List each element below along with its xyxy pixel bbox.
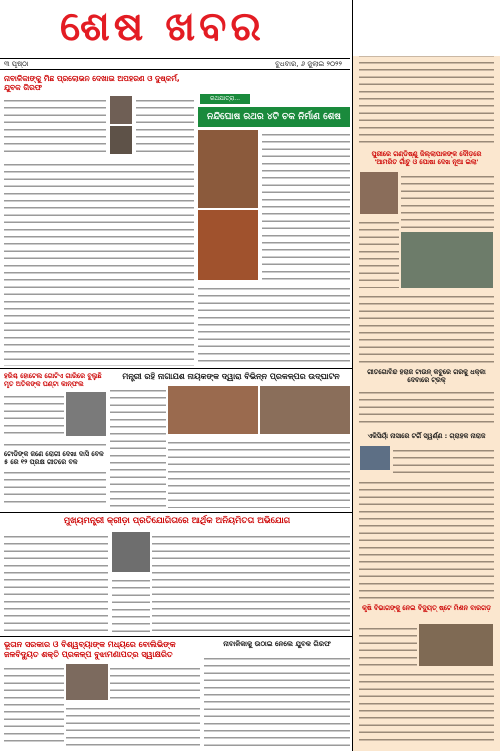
- right-photo-1: [360, 172, 398, 214]
- right-headline-2: ପୁରୀରେ ଗଣ୍ଡିଷ୍ଣୁ ଜିଲ୍ଲାପାଳଙ୍କ ଦୌଡ଼ରେ 'ଆମରିତ ଗାଁଚୁ ଓ ପୋଷା ଦେଖ ନୂଆ ଇଲା': [371, 150, 482, 166]
- article-3-photo-1: [168, 386, 258, 434]
- article-6-photo: [112, 532, 150, 572]
- right-photo-3: [360, 446, 390, 470]
- article-6-text-c: [112, 576, 150, 632]
- article-5-text: [4, 468, 106, 508]
- article-1-text-b: [136, 96, 194, 156]
- right-article-2-text-b: [359, 218, 399, 288]
- article-2-photo-2: [198, 210, 258, 280]
- article-8-text: [204, 654, 350, 746]
- page-number: ୩ ପୃଷ୍ଠା: [4, 60, 29, 68]
- article-1-text-c: [4, 160, 194, 366]
- article-3-text-a: [110, 386, 166, 508]
- masthead: [0, 0, 500, 56]
- article-2-photo-1: [198, 130, 258, 208]
- article-4-headline: ହରିଶ୍ଚ ହୋଟେଲ ଗୋଟିଏ ଗାରିରେ ବୁଲୁଛି ମୃତ ଅତିକଙ୍କ ଘଣ୍ଟା କାନ୍‌ଫଲ: [4, 372, 102, 388]
- divider-3: [0, 636, 352, 637]
- article-8-headline: ନାବାଳିକାକୁ ଉଠାଇ ନେଲେ ଯୁବକ ଗିରଫ: [223, 640, 331, 648]
- right-article-4-text-a: [393, 446, 494, 474]
- right-headline-4: ଏକିସିୟାଁ ନାସାରେ ଟର୍ଗି ସ୍ୱର୍ଣ୍ଣ : ଗ୍ରାହକ ନାରାଜ: [367, 432, 486, 440]
- right-article-3-text: [359, 388, 494, 428]
- article-2-text-b: [198, 284, 350, 366]
- article-7-text-a: [4, 664, 64, 746]
- article-4-text-a: [4, 392, 64, 436]
- right-article-4-text-b: [359, 478, 494, 600]
- article-1-photo-2: [110, 126, 132, 154]
- right-article-5-text-b: [359, 670, 494, 744]
- article-1-text-a: [4, 96, 106, 156]
- article-2-headline: ନନ୍ଦିଘୋଷ ରଥର ୪ଟି ଚକ ନିର୍ମାଣ ଶେଷ: [198, 107, 350, 127]
- article-6-text-a: [4, 532, 108, 632]
- article-6-headline: ମୁଖ୍ୟମନ୍ତ୍ରୀ କ୍ରୀଡ଼ା ପ୍ରତିଯୋଗିତାରେ ଆର୍ଥିକ ଅନିୟମିତତା ଅଭିଯୋଗ: [63, 516, 291, 526]
- right-column: [353, 0, 500, 751]
- issue-date: ବୁଧବାର, ୬ ଜୁଲାଇ ୨୦୨୨: [275, 60, 342, 68]
- right-photo-2: [401, 232, 493, 288]
- article-3-headline: ମନ୍ତ୍ରୀ ରହି ନାଗାଯଶ ନାୟକଙ୍କ ଦ୍ୱାରା ବିଭିନ୍ନ ପ୍ରକଳ୍ପର ଉଦ୍‌ଘାଟନ: [122, 372, 340, 381]
- divider-2: [0, 512, 352, 513]
- article-6-text-b: [152, 532, 350, 632]
- article-3-text-b: [168, 438, 350, 508]
- masthead-title: ଶେଷ ଖବର: [60, 4, 265, 50]
- article-1-photo-1: [110, 96, 132, 124]
- article-4-photo: [66, 392, 106, 436]
- article-3-photo-2: [260, 386, 350, 434]
- right-photo-4: [419, 624, 493, 666]
- article-7-photo: [66, 664, 108, 700]
- divider-1: [0, 368, 352, 369]
- right-headline-3: ଗୀତଗୋବିନ୍ଦ ହରାଜ ଟାଉନ୍ କବୁରେ ଗରକୁ ଧକ୍କା ଦେବାରେ ଟ୍ରକ୍: [367, 368, 486, 384]
- article-7-text-b: [66, 704, 200, 746]
- article-4-text-b: [4, 440, 106, 448]
- article-7-text-c: [110, 664, 200, 700]
- column-divider: [352, 0, 353, 751]
- right-article-2-text-c: [359, 292, 494, 364]
- article-1-headline: ନାବାଳିକାଙ୍କୁ ମିଛ ପ୍ରଲୋଭନ ଦେଖାଇ ଅପହରଣ ଓ ଦୁଷ୍କର୍ମ, ଯୁବକ ଗିରଫ: [4, 74, 180, 92]
- right-article-5-text-a: [359, 624, 417, 666]
- dateline: [0, 58, 350, 70]
- article-2-text-a: [262, 130, 350, 280]
- right-article-2-text-a: [401, 172, 494, 228]
- article-5-headline: ଟୋଡିଙ୍କ ଜଣେ ରୋଗୀ ଦେଖା ଦାସି ବେଳ ୫ ରେ ୧୨ ପ୍ରକ୍ଷ ଗୀତରେ ବଳ: [4, 450, 104, 466]
- article-7-headline: ଭୂତାନ ସରକାର ଓ ବିଶ୍ୱବ୍ୟାଙ୍କ ମଧ୍ୟରେ ବୋଲିଭିଙ୍କ ଜଳବିଦ୍ୟୁତ ଶକ୍ତି ପ୍ରକଳ୍ପ ବୁଝାମଣାପତ୍ର ସ୍ୱାକ୍ଷରିତ: [4, 640, 176, 659]
- kicker-label: ରଥଯାତ୍ରା...: [200, 94, 250, 104]
- right-headline-5: କୃଷି ବିଭାଗଙ୍କୁ ନେଇ ବିଦ୍ୟୁତ୍ ଷ୍ଟେ ମିଶନ ବାରଗଡ଼: [362, 604, 491, 612]
